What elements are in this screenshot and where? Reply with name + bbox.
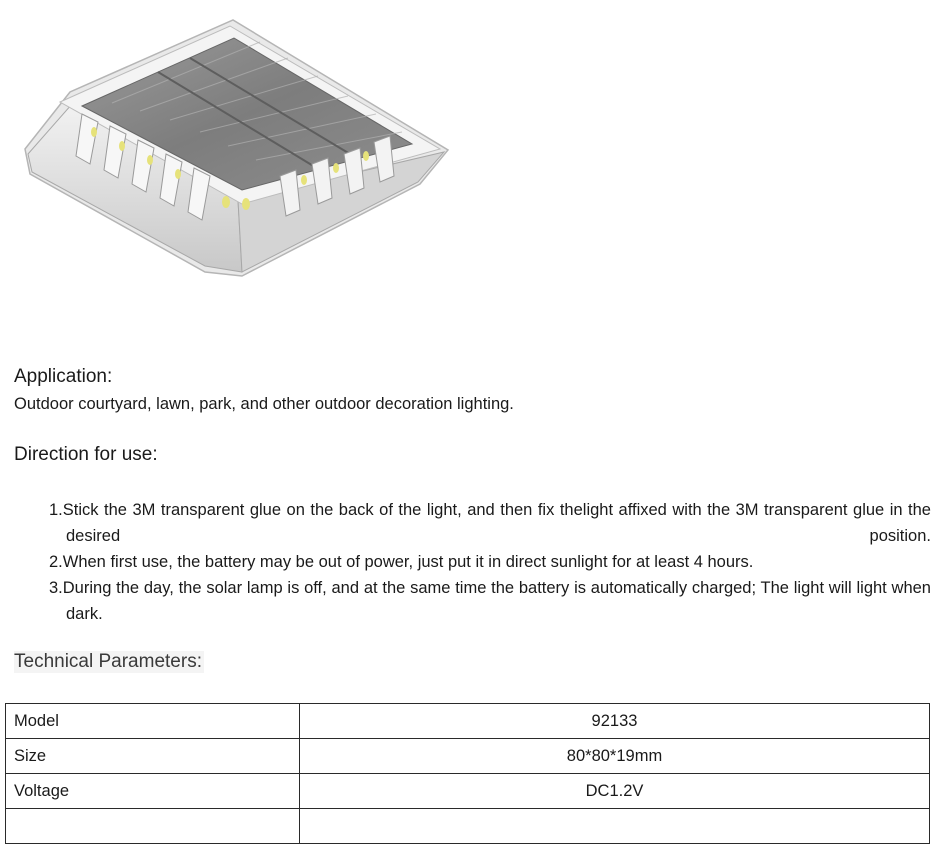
table-row bbox=[6, 809, 930, 844]
application-text: Outdoor courtyard, lawn, park, and other outdoor decoration lighting. bbox=[14, 395, 514, 413]
direction-step: 1.Stick the 3M transparent glue on the back of the light, and then fix thelight affixed with the 3M transparent glue in the desired position. bbox=[49, 501, 931, 545]
param-label: Size bbox=[6, 739, 300, 774]
technical-parameters-heading: Technical Parameters: bbox=[14, 651, 202, 672]
application-heading: Application: bbox=[14, 366, 113, 387]
direction-heading: Direction for use: bbox=[14, 444, 158, 465]
table-row bbox=[6, 739, 930, 774]
param-label bbox=[6, 809, 300, 844]
param-value: 92133 bbox=[300, 704, 930, 739]
table-row bbox=[6, 774, 930, 809]
param-label: Model bbox=[6, 704, 300, 739]
direction-steps-list bbox=[49, 497, 931, 627]
param-value: DC1.2V bbox=[300, 774, 930, 809]
technical-parameters-table bbox=[5, 703, 930, 844]
direction-step: 3.During the day, the solar lamp is off, and at the same time the battery is automatically charged; The light will light when dark. bbox=[49, 579, 931, 623]
param-value bbox=[300, 809, 930, 844]
param-value: 80*80*19mm bbox=[300, 739, 930, 774]
param-label: Voltage bbox=[6, 774, 300, 809]
solar-deck-light-image bbox=[20, 14, 456, 280]
table-row bbox=[6, 704, 930, 739]
direction-step: 2.When first use, the battery may be out of power, just put it in direct sunlight for at least 4 hours. bbox=[49, 553, 754, 571]
